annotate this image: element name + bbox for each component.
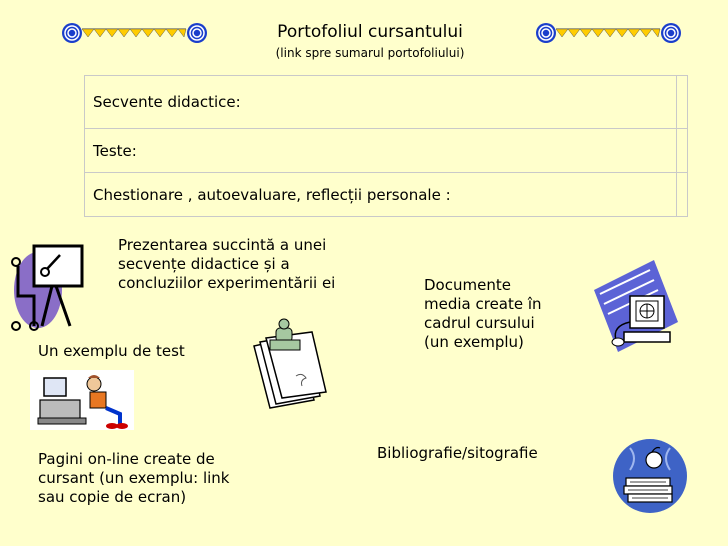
computer-user-icon (30, 370, 134, 430)
page-title: Portofoliul cursantului (277, 22, 463, 42)
section-label-questionnaires[interactable]: Chestionare , autoevaluare, reflecții personale : (85, 173, 677, 217)
sections-table (84, 75, 688, 217)
bibliography-link[interactable]: Bibliografie/sitografie (377, 444, 538, 462)
spiral-icon (62, 23, 82, 43)
presentation-text[interactable]: Prezentarea succintă a unei secvențe didactice și a concluziilor experimentării ei (118, 236, 336, 292)
section-checkbox[interactable] (677, 76, 688, 129)
section-label-tests[interactable]: Teste: (85, 129, 677, 173)
table-row (85, 129, 688, 173)
summary-link[interactable]: (link spre sumarul portofoliului) (275, 46, 465, 60)
table-row (85, 173, 688, 217)
section-label-didactic[interactable]: Secvente didactice: (85, 76, 677, 129)
table-row (85, 76, 688, 129)
spiral-icon (661, 23, 681, 43)
section-checkbox[interactable] (677, 173, 688, 217)
online-pages-text[interactable]: Pagini on-line create de cursant (un exemplu: link sau copie de ecran) (38, 450, 230, 506)
books-icon (610, 438, 690, 514)
test-example-link[interactable]: Un exemplu de test (38, 342, 185, 360)
computer-network-icon (590, 260, 680, 352)
clipboard-documents-icon (240, 318, 336, 410)
section-checkbox[interactable] (677, 129, 688, 173)
presentation-board-icon (8, 238, 86, 334)
media-docs-text[interactable]: Documente media create în cadrul cursului (un exemplu) (424, 276, 542, 351)
